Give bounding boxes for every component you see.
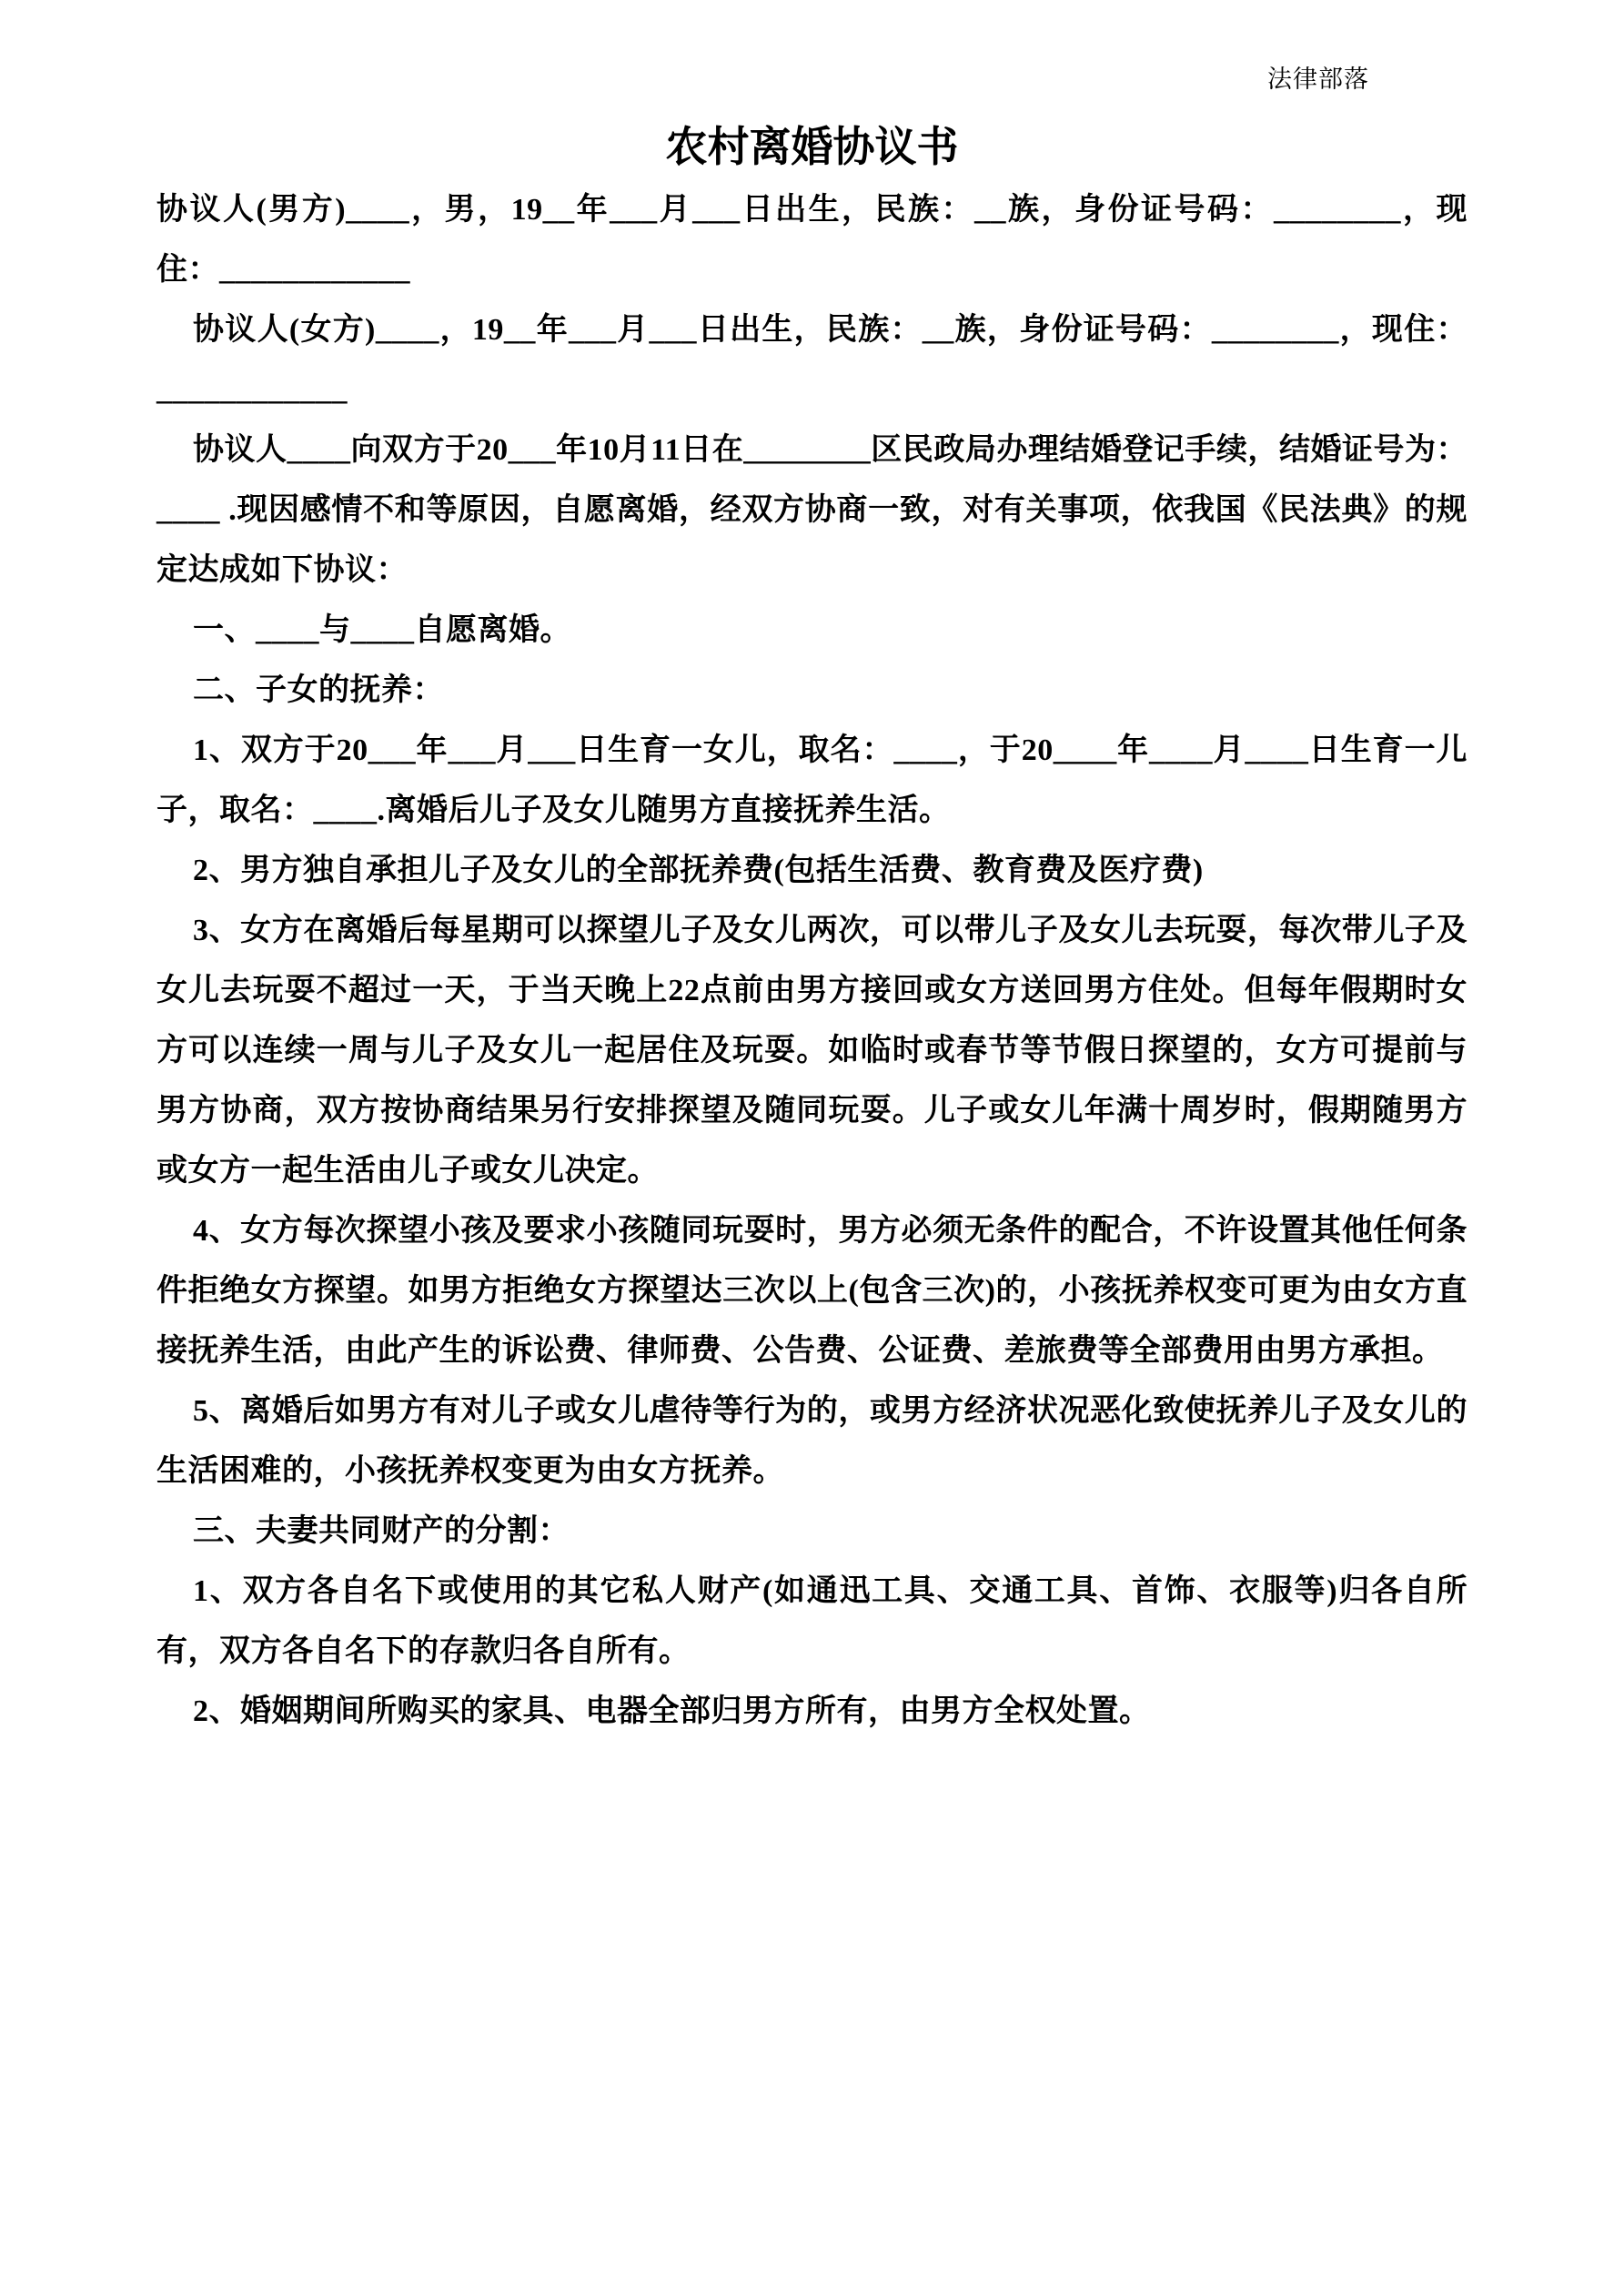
paragraph: 1、双方各自名下或使用的其它私人财产(如通迅工具、交通工具、首饰、衣服等)归各自所有，双方各自名下的存款归各自所有。 [156,1574,1468,1668]
paragraph: 协议人(男方)____，男，19__年___月___日出生，民族：__族，身份证号码：________，现住：____________ [156,193,1468,287]
paragraph: 一、____与____自愿离婚。 [193,613,571,647]
paragraph: 5、离婚后如男方有对儿子或女儿虐待等行为的，或男方经济状况恶化致使抚养儿子及女儿的生活困难的，小孩抚养权变更为由女方抚养。 [156,1394,1468,1488]
brand-watermark: 法律部落 [1267,66,1369,93]
paragraph: 2、婚姻期间所购买的家具、电器全部归男方所有，由男方全权处置。 [193,1694,1151,1728]
paragraph: 4、女方每次探望小孩及要求小孩随同玩耍时，男方必须无条件的配合，不许设置其他任何条件拒绝女方探望。如男方拒绝女方探望达三次以上(包含三次)的，小孩抚养权变可更为由女方直接抚养生活，由此产生的诉讼费、律师费、公告费、公证费、差旅费等全部费用由男方承担。 [156,1214,1468,1368]
paragraph: 3、女方在离婚后每星期可以探望儿子及女儿两次，可以带儿子及女儿去玩耍，每次带儿子及女儿去玩耍不超过一天，于当天晚上22点前由男方接回或女方送回男方住处。但每年假期时女方可以连续一周与儿子及女儿一起居住及玩耍。如临时或春节等节假日探望的，女方可提前与男方协商，双方按协商结果另行安排探望及随同玩耍。儿子或女儿年满十周岁时，假期随男方或女方一起生活由儿子或女儿决定。 [156,914,1468,1188]
paragraph: 二、子女的抚养： [193,673,444,707]
paragraph: 2、男方独自承担儿子及女儿的全部抚养费(包括生活费、教育费及医疗费) [193,854,1204,887]
paragraph: 协议人____向双方于20___年10月11日在________区民政局办理结婚登记手续，结婚证号为：____ .现因感情不和等原因，自愿离婚，经双方协商一致，对有关事项，依我国《民法典》的规定达成如下协议： [156,433,1468,587]
document-body [156,180,1468,1742]
paragraph: 1、双方于20___年___月___日生育一女儿，取名：____，于20____年____月____日生育一儿子，取名：____.离婚后儿子及女儿随男方直接抚养生活。 [156,733,1468,827]
paragraph: 三、夫妻共同财产的分割： [193,1514,570,1548]
paragraph: 协议人(女方)____，19__年___月___日出生，民族：__族，身份证号码：________，现住：____________ [156,313,1468,407]
document-title: 农村离婚协议书 [665,124,959,170]
